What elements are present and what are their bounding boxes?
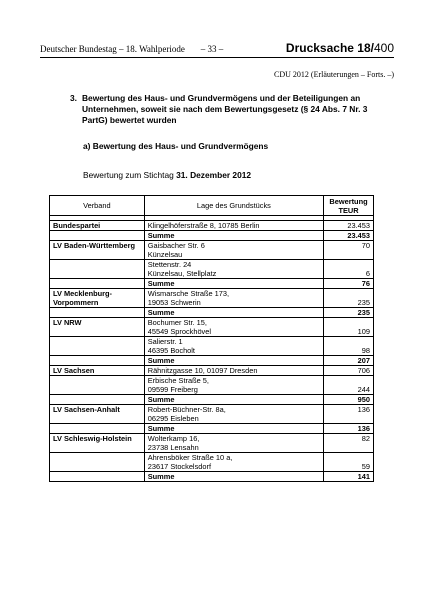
lage-cell bbox=[144, 337, 323, 356]
wert-cell: 70 bbox=[324, 241, 374, 260]
section-title: Bewertung des Haus- und Grundvermögens und der Beteiligungen an Unternehmen, soweit sie nach dem Bewertungsgesetz (§ 24 Abs. 7 Nr. 3 PartG) bewertet wurden bbox=[82, 93, 368, 125]
subsection-heading: a) Bewertung des Haus- und Grundvermögens bbox=[83, 141, 269, 151]
summe-label: Summe bbox=[144, 279, 323, 289]
lage-cell: Klingelhöferstraße 8, 10785 Berlin bbox=[144, 221, 323, 231]
header-left: Deutscher Bundestag – 18. Wahlperiode bbox=[40, 44, 185, 54]
summe-row bbox=[50, 472, 374, 482]
lage-street: Erbische Straße 5, bbox=[147, 376, 209, 385]
lage-city: 19053 Schwerin bbox=[147, 298, 201, 307]
lage-street: Ahrensböker Straße 10 a, bbox=[147, 453, 233, 462]
lage-city: 46395 Bocholt bbox=[147, 346, 195, 355]
lage-city: 23617 Stockelsdorf bbox=[147, 462, 212, 471]
lage-cell bbox=[144, 434, 323, 453]
drucksache-number bbox=[286, 41, 394, 55]
lage-city: 45549 Sprockhövel bbox=[147, 327, 212, 336]
verband-line1: LV Mecklenburg- bbox=[53, 289, 112, 298]
wert-cell: 59 bbox=[324, 453, 374, 472]
summe-value: 235 bbox=[324, 308, 374, 318]
header-lage: Lage des Grundstücks bbox=[144, 196, 323, 216]
table-row bbox=[50, 241, 374, 260]
table-row bbox=[50, 376, 374, 395]
summe-label: Summe bbox=[144, 424, 323, 434]
verband-cell: LV Sachsen-Anhalt bbox=[50, 405, 145, 424]
wert-cell: 706 bbox=[324, 366, 374, 376]
section-heading bbox=[70, 93, 370, 126]
table-row bbox=[50, 318, 374, 337]
summe-value: 950 bbox=[324, 395, 374, 405]
verband-cell: LV Baden-Württemberg bbox=[50, 241, 145, 260]
summe-label: Summe bbox=[144, 308, 323, 318]
summe-row bbox=[50, 395, 374, 405]
header-bewertung-label: Bewertung bbox=[329, 196, 368, 206]
wert-cell: 136 bbox=[324, 405, 374, 424]
lage-street: Stettenstr. 24 bbox=[147, 260, 192, 269]
summe-label: Summe bbox=[144, 356, 323, 366]
summe-value: 76 bbox=[324, 279, 374, 289]
lage-city: 06295 Eisleben bbox=[147, 414, 199, 423]
lage-cell bbox=[144, 318, 323, 337]
lage-cell bbox=[144, 241, 323, 260]
table-row bbox=[50, 289, 374, 308]
wert-cell: 6 bbox=[324, 260, 374, 279]
lage-street: Salierstr. 1 bbox=[147, 337, 183, 346]
drucksache-value: 400 bbox=[373, 41, 394, 55]
lage-street: Bochumer Str. 15, bbox=[147, 318, 207, 327]
lage-city: Künzelsau, Stellplatz bbox=[147, 269, 217, 278]
lage-cell bbox=[144, 260, 323, 279]
valuation-table bbox=[49, 195, 374, 482]
summe-label: Summe bbox=[144, 472, 323, 482]
lage-cell: Rähnitzgasse 10, 01097 Dresden bbox=[144, 366, 323, 376]
summe-value: 141 bbox=[324, 472, 374, 482]
section-note: CDU 2012 (Erläuterungen – Forts. –) bbox=[274, 70, 394, 79]
wert-cell: 244 bbox=[324, 376, 374, 395]
verband-cell: LV Schleswig-Holstein bbox=[50, 434, 145, 453]
section-number: 3. bbox=[70, 93, 77, 103]
table-header-row bbox=[50, 196, 374, 216]
lage-street: Wismarsche Straße 173, bbox=[147, 289, 230, 298]
table-row bbox=[50, 453, 374, 472]
table-row bbox=[50, 260, 374, 279]
lage-cell bbox=[144, 405, 323, 424]
lage-city: Künzelsau bbox=[147, 250, 183, 259]
lage-street: Wolterkamp 16, bbox=[147, 434, 200, 443]
table-row bbox=[50, 221, 374, 231]
verband-line2: Vorpommern bbox=[53, 298, 99, 307]
wert-cell: 23.453 bbox=[324, 221, 374, 231]
summe-value: 136 bbox=[324, 424, 374, 434]
page-number: – 33 – bbox=[200, 44, 224, 54]
header-verband: Verband bbox=[50, 196, 145, 216]
header-bewertung-unit: TEUR bbox=[338, 205, 359, 215]
summe-row bbox=[50, 279, 374, 289]
lage-city: 23738 Lensahn bbox=[147, 443, 199, 452]
table-row bbox=[50, 366, 374, 376]
drucksache-label: Drucksache 18/ bbox=[285, 41, 374, 55]
summe-row bbox=[50, 308, 374, 318]
wert-cell: 82 bbox=[324, 434, 374, 453]
wert-cell: 235 bbox=[324, 289, 374, 308]
lage-street: Gaisbacher Str. 6 bbox=[147, 241, 205, 250]
summe-label: Summe bbox=[144, 231, 323, 241]
verband-cell bbox=[50, 289, 145, 308]
stichtag-line bbox=[83, 170, 251, 180]
summe-row bbox=[50, 231, 374, 241]
header-rule bbox=[40, 57, 394, 58]
stichtag-prefix: Bewertung zum Stichtag bbox=[83, 170, 177, 180]
verband-cell: LV NRW bbox=[50, 318, 145, 337]
summe-row bbox=[50, 356, 374, 366]
table-row bbox=[50, 405, 374, 424]
table-row bbox=[50, 434, 374, 453]
summe-value: 207 bbox=[324, 356, 374, 366]
lage-cell bbox=[144, 453, 323, 472]
wert-cell: 109 bbox=[324, 318, 374, 337]
stichtag-date: 31. Dezember 2012 bbox=[176, 170, 252, 180]
header-bewertung bbox=[324, 196, 374, 216]
verband-cell: LV Sachsen bbox=[50, 366, 145, 376]
summe-label: Summe bbox=[144, 395, 323, 405]
verband-cell: Bundespartei bbox=[50, 221, 145, 231]
lage-cell bbox=[144, 376, 323, 395]
summe-value: 23.453 bbox=[324, 231, 374, 241]
summe-row bbox=[50, 424, 374, 434]
table-row bbox=[50, 337, 374, 356]
wert-cell: 98 bbox=[324, 337, 374, 356]
lage-street: Robert-Büchner-Str. 8a, bbox=[147, 405, 226, 414]
lage-city: 09599 Freiberg bbox=[147, 385, 198, 394]
lage-cell bbox=[144, 289, 323, 308]
